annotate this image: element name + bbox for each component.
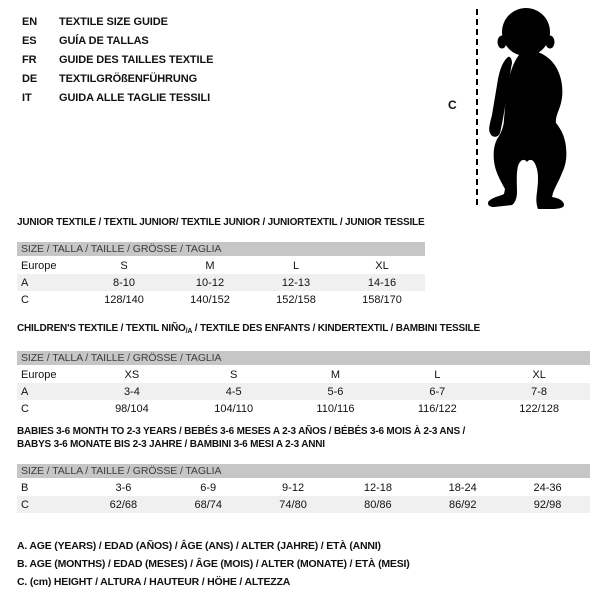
table-cell: 8-10 [112, 276, 136, 289]
section-childrens-textile [17, 322, 590, 417]
table-cell: 80/86 [364, 498, 392, 511]
table-cell: 104/110 [214, 402, 254, 415]
table-cell: 24-36 [533, 481, 562, 494]
row-label: Europe [21, 368, 57, 381]
lang-code: EN [22, 16, 38, 28]
table-cell: 152/158 [276, 293, 316, 306]
lang-label: TEXTILGRÖßENFÜHRUNG [59, 73, 198, 85]
table-cell: 68/74 [194, 498, 222, 511]
size-figure [440, 0, 600, 215]
section-junior-textile [17, 216, 425, 308]
legend-notes [17, 537, 410, 591]
lang-row-fr [22, 51, 213, 70]
table-cell: M [205, 259, 215, 272]
table-cell: XL [532, 368, 546, 381]
children-size-table [17, 366, 590, 417]
table-cell: 92/98 [533, 498, 562, 511]
section-title-line2: BABYS 3-6 MONATE BIS 2-3 JAHRE / BAMBINI 3-6 MESI A 2-3 ANNI [17, 439, 325, 450]
table-row [17, 400, 590, 417]
lang-code: FR [22, 54, 37, 66]
table-cell: 7-8 [531, 385, 548, 398]
table-cell: 110/116 [316, 402, 355, 415]
table-row [17, 291, 425, 308]
row-label: A [21, 276, 29, 289]
size-bar: SIZE / TALLA / TAILLE / GRÖSSE / TAGLIA [17, 351, 590, 365]
note-a: A. AGE (YEARS) / EDAD (AÑOS) / ÂGE (ANS) / ALTER (JAHRE) / ETÀ (ANNI) [17, 540, 381, 552]
table-cell: 12-13 [281, 276, 311, 289]
lang-code: DE [22, 73, 38, 85]
lang-label: TEXTILE SIZE GUIDE [59, 16, 168, 28]
junior-size-table [17, 257, 425, 308]
height-marker-label: C [448, 98, 457, 112]
row-label: Europe [21, 259, 57, 272]
table-cell: L [434, 368, 441, 381]
lang-code: IT [22, 92, 32, 104]
table-row [17, 257, 425, 274]
table-row [17, 479, 590, 496]
lang-label: GUÍA DE TALLAS [59, 35, 149, 47]
table-cell: 74/80 [279, 498, 307, 511]
row-label: A [21, 385, 29, 398]
baby-silhouette-icon [482, 5, 574, 211]
table-cell: 62/68 [109, 498, 138, 511]
table-cell: 9-12 [282, 481, 305, 494]
table-cell: 12-18 [363, 481, 392, 494]
note-b: B. AGE (MONTHS) / EDAD (MESES) / ÂGE (MOIS) / ALTER (MONATE) / ETÀ (MESI) [17, 558, 410, 570]
lang-row-en [22, 13, 213, 32]
size-bar: SIZE / TALLA / TAILLE / GRÖSSE / TAGLIA [17, 242, 425, 256]
table-cell: 5-6 [327, 385, 344, 398]
table-row [17, 366, 590, 383]
table-cell: 140/152 [190, 293, 230, 306]
table-cell: 6-7 [429, 385, 446, 398]
row-label: C [21, 293, 29, 306]
section-title [17, 425, 590, 451]
table-cell: 122/128 [519, 402, 559, 415]
row-label: C [21, 498, 29, 511]
row-label: C [21, 402, 29, 415]
note-c: C. (cm) HEIGHT / ALTURA / HAUTEUR / HÖHE / ALTEZZA [17, 576, 291, 588]
title-subscript: /A [185, 328, 193, 335]
table-cell: 158/170 [362, 293, 402, 306]
table-cell: 18-24 [448, 481, 477, 494]
table-cell: XL [375, 259, 389, 272]
lang-row-it [22, 89, 213, 108]
height-dashed-line [476, 9, 478, 205]
lang-code: ES [22, 35, 37, 47]
row-label: B [21, 481, 29, 494]
table-cell: 86/92 [448, 498, 477, 511]
section-title: JUNIOR TEXTILE / TEXTIL JUNIOR/ TEXTILE JUNIOR / JUNIORTEXTIL / JUNIOR TESSILE [17, 217, 425, 228]
table-cell: 10-12 [195, 276, 225, 289]
table-cell: 3-4 [123, 385, 140, 398]
lang-row-es [22, 32, 213, 51]
table-row [17, 383, 590, 400]
section-babies-textile [17, 425, 590, 513]
table-cell: XS [124, 368, 140, 381]
table-cell: L [292, 259, 300, 272]
table-cell: M [330, 368, 341, 381]
lang-row-de [22, 70, 213, 89]
language-guide [22, 13, 213, 108]
table-row [17, 274, 425, 291]
size-bar: SIZE / TALLA / TAILLE / GRÖSSE / TAGLIA [17, 464, 590, 478]
table-cell: 3-6 [115, 481, 132, 494]
table-row [17, 496, 590, 513]
table-cell: 116/122 [417, 402, 457, 415]
table-cell: 14-16 [367, 276, 397, 289]
table-cell: 128/140 [104, 293, 144, 306]
table-cell: S [230, 368, 238, 381]
table-cell: 6-9 [200, 481, 217, 494]
lang-label: GUIDA ALLE TAGLIE TESSILI [59, 92, 211, 104]
section-title-line1: BABIES 3-6 MONTH TO 2-3 YEARS / BEBÉS 3-6 MESES A 2-3 AÑOS / BÉBÉS 3-6 MOIS À 2-3 ANS / [17, 426, 466, 437]
table-cell: S [120, 259, 128, 272]
babies-size-table [17, 479, 590, 513]
table-cell: 98/104 [115, 402, 149, 415]
section-title: CHILDREN'S TEXTILE / TEXTIL $NIÑO_{/A}$ / TEXTILE DES ENFANTS / KINDERTEXTIL / BAMBINI TESSILE [17, 323, 480, 335]
lang-label: GUIDE DES TAILLES TEXTILE [59, 54, 214, 66]
table-cell: 4-5 [225, 385, 242, 398]
